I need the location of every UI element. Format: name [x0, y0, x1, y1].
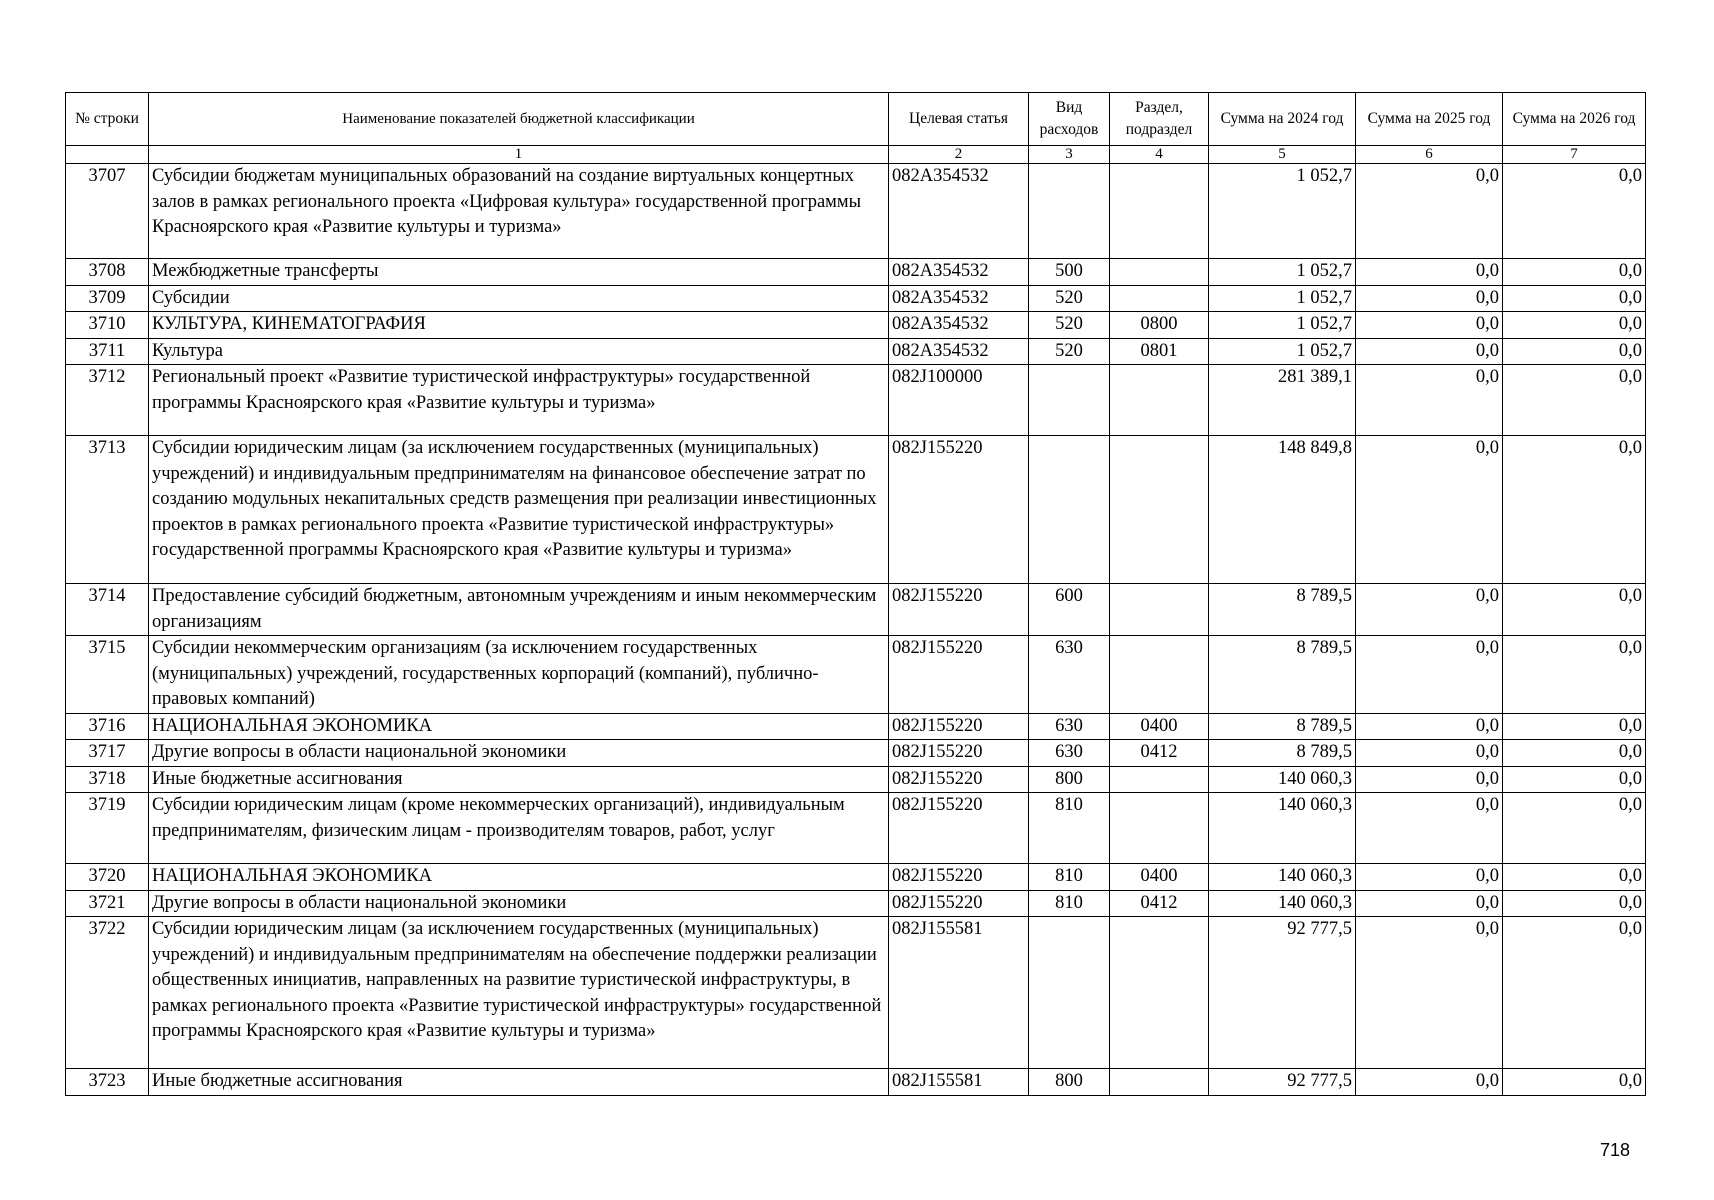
indicator-name: Иные бюджетные ассигнования: [149, 766, 889, 793]
row-number: 3718: [66, 766, 149, 793]
sum-2024: 8 789,5: [1209, 584, 1356, 636]
indicator-name: Субсидии юридическим лицам (за исключением государственных (муниципальных) учреждений) и индивидуальным предпринимателям на обеспечение поддержки реализации общественных инициатив, направленных на развитие туристической инфраструктуры, в рамках регионального проекта «Развитие туристической инфраструктуры» государственной программы Красноярского края «Развитие культуры и туризма»: [149, 917, 889, 1069]
row-number: 3717: [66, 740, 149, 767]
sum-2026: 0,0: [1503, 713, 1646, 740]
sum-2024: 1 052,7: [1209, 285, 1356, 312]
sum-2026: 0,0: [1503, 436, 1646, 584]
section-code: [1110, 164, 1209, 259]
expense-type: 810: [1029, 864, 1110, 891]
indicator-name: Предоставление субсидий бюджетным, автономным учреждениям и иным некоммерческим организациям: [149, 584, 889, 636]
table-row: [66, 164, 1646, 259]
sum-2024: 1 052,7: [1209, 312, 1356, 339]
sum-2025: 0,0: [1356, 436, 1503, 584]
sum-2024: 140 060,3: [1209, 766, 1356, 793]
page-number: 718: [1600, 1140, 1631, 1160]
section-code: [1110, 1069, 1209, 1096]
column-number: 4: [1110, 146, 1209, 164]
expense-type: 500: [1029, 259, 1110, 286]
sum-2024: 1 052,7: [1209, 338, 1356, 365]
sum-2025: 0,0: [1356, 164, 1503, 259]
target-article: 082A354532: [889, 338, 1029, 365]
sum-2025: 0,0: [1356, 740, 1503, 767]
target-article: 082J155220: [889, 890, 1029, 917]
sum-2024: 92 777,5: [1209, 917, 1356, 1069]
sum-2025: 0,0: [1356, 338, 1503, 365]
table-row: [66, 890, 1646, 917]
indicator-name: Субсидии юридическим лицам (кроме некоммерческих организаций), индивидуальным предпринимателям, физическим лицам - производителям товаров, работ, услуг: [149, 793, 889, 864]
section-code: [1110, 285, 1209, 312]
sum-2026: 0,0: [1503, 793, 1646, 864]
indicator-name: Субсидии юридическим лицам (за исключением государственных (муниципальных) учреждений) и индивидуальным предпринимателям на финансовое обеспечение затрат по созданию модульных некапитальных средств размещения при реализации инвестиционных проектов в рамках регионального проекта «Развитие туристической инфраструктуры» государственной программы Красноярского края «Развитие культуры и туризма»: [149, 436, 889, 584]
target-article: 082A354532: [889, 259, 1029, 286]
expense-type: 810: [1029, 793, 1110, 864]
indicator-name: Другие вопросы в области национальной экономики: [149, 890, 889, 917]
table-row: [66, 713, 1646, 740]
expense-type: 630: [1029, 740, 1110, 767]
target-article: 082A354532: [889, 285, 1029, 312]
indicator-name: НАЦИОНАЛЬНАЯ ЭКОНОМИКА: [149, 864, 889, 891]
header-sum-2025: Сумма на 2025 год: [1356, 93, 1503, 146]
row-number: 3714: [66, 584, 149, 636]
sum-2025: 0,0: [1356, 917, 1503, 1069]
row-number: 3711: [66, 338, 149, 365]
indicator-name: НАЦИОНАЛЬНАЯ ЭКОНОМИКА: [149, 713, 889, 740]
table-row: [66, 365, 1646, 436]
indicator-name: Субсидии бюджетам муниципальных образований на создание виртуальных концертных залов в рамках регионального проекта «Цифровая культура» государственной программы Красноярского края «Развитие культуры и туризма»: [149, 164, 889, 259]
section-code: 0412: [1110, 890, 1209, 917]
table-row: [66, 285, 1646, 312]
column-number: 2: [889, 146, 1029, 164]
sum-2024: 1 052,7: [1209, 259, 1356, 286]
expense-type: 630: [1029, 713, 1110, 740]
target-article: 082J155220: [889, 766, 1029, 793]
expense-type: 600: [1029, 584, 1110, 636]
table-row: [66, 259, 1646, 286]
header-sum-2026: Сумма на 2026 год: [1503, 93, 1646, 146]
sum-2024: 140 060,3: [1209, 864, 1356, 891]
sum-2024: 8 789,5: [1209, 636, 1356, 714]
section-code: 0801: [1110, 338, 1209, 365]
table-row: [66, 312, 1646, 339]
indicator-name: Межбюджетные трансферты: [149, 259, 889, 286]
sum-2026: 0,0: [1503, 164, 1646, 259]
target-article: 082A354532: [889, 312, 1029, 339]
sum-2025: 0,0: [1356, 636, 1503, 714]
row-number: 3716: [66, 713, 149, 740]
sum-2024: 1 052,7: [1209, 164, 1356, 259]
sum-2026: 0,0: [1503, 636, 1646, 714]
column-number: 7: [1503, 146, 1646, 164]
column-number: 5: [1209, 146, 1356, 164]
section-code: 0400: [1110, 713, 1209, 740]
sum-2025: 0,0: [1356, 713, 1503, 740]
row-number: 3720: [66, 864, 149, 891]
sum-2025: 0,0: [1356, 766, 1503, 793]
header-row-number: № строки: [66, 93, 149, 146]
sum-2025: 0,0: [1356, 584, 1503, 636]
expense-type: 800: [1029, 1069, 1110, 1096]
header-sum-2024: Сумма на 2024 год: [1209, 93, 1356, 146]
expense-type: 630: [1029, 636, 1110, 714]
column-number-row: [66, 146, 1646, 164]
sum-2026: 0,0: [1503, 917, 1646, 1069]
sum-2025: 0,0: [1356, 285, 1503, 312]
section-code: [1110, 636, 1209, 714]
row-number: 3710: [66, 312, 149, 339]
expense-type: 520: [1029, 312, 1110, 339]
target-article: 082J155220: [889, 584, 1029, 636]
indicator-name: Субсидии некоммерческим организациям (за исключением государственных (муниципальных) учреждений, государственных корпораций (компаний), публично-правовых компаний): [149, 636, 889, 714]
sum-2026: 0,0: [1503, 338, 1646, 365]
expense-type: [1029, 365, 1110, 436]
target-article: 082J155220: [889, 793, 1029, 864]
budget-table: [65, 92, 1646, 1096]
sum-2024: 8 789,5: [1209, 713, 1356, 740]
table-row: [66, 436, 1646, 584]
column-number-blank: [66, 146, 149, 164]
table-row: [66, 917, 1646, 1069]
column-number: 6: [1356, 146, 1503, 164]
section-code: [1110, 259, 1209, 286]
row-number: 3722: [66, 917, 149, 1069]
sum-2025: 0,0: [1356, 365, 1503, 436]
sum-2025: 0,0: [1356, 864, 1503, 891]
sum-2024: 281 389,1: [1209, 365, 1356, 436]
expense-type: [1029, 436, 1110, 584]
section-code: [1110, 365, 1209, 436]
sum-2025: 0,0: [1356, 312, 1503, 339]
sum-2024: 148 849,8: [1209, 436, 1356, 584]
header-row: [66, 93, 1646, 146]
expense-type: 800: [1029, 766, 1110, 793]
target-article: 082A354532: [889, 164, 1029, 259]
target-article: 082J155220: [889, 713, 1029, 740]
sum-2026: 0,0: [1503, 259, 1646, 286]
row-number: 3719: [66, 793, 149, 864]
section-code: [1110, 766, 1209, 793]
indicator-name: Субсидии: [149, 285, 889, 312]
target-article: 082J155581: [889, 917, 1029, 1069]
table-row: [66, 636, 1646, 714]
sum-2026: 0,0: [1503, 864, 1646, 891]
header-target-article: Целевая статья: [889, 93, 1029, 146]
row-number: 3707: [66, 164, 149, 259]
indicator-name: Региональный проект «Развитие туристической инфраструктуры» государственной программы Красноярского края «Развитие культуры и туризма»: [149, 365, 889, 436]
table-row: [66, 584, 1646, 636]
sum-2025: 0,0: [1356, 1069, 1503, 1096]
table-row: [66, 338, 1646, 365]
sum-2026: 0,0: [1503, 1069, 1646, 1096]
section-code: 0800: [1110, 312, 1209, 339]
sum-2026: 0,0: [1503, 766, 1646, 793]
indicator-name: КУЛЬТУРА, КИНЕМАТОГРАФИЯ: [149, 312, 889, 339]
sum-2025: 0,0: [1356, 890, 1503, 917]
target-article: 082J100000: [889, 365, 1029, 436]
sum-2024: 8 789,5: [1209, 740, 1356, 767]
target-article: 082J155220: [889, 740, 1029, 767]
table-row: [66, 740, 1646, 767]
target-article: 082J155220: [889, 436, 1029, 584]
table-row: [66, 1069, 1646, 1096]
sum-2025: 0,0: [1356, 793, 1503, 864]
indicator-name: Иные бюджетные ассигнования: [149, 1069, 889, 1096]
sum-2025: 0,0: [1356, 259, 1503, 286]
sum-2024: 140 060,3: [1209, 793, 1356, 864]
row-number: 3723: [66, 1069, 149, 1096]
row-number: 3713: [66, 436, 149, 584]
target-article: 082J155220: [889, 636, 1029, 714]
sum-2026: 0,0: [1503, 740, 1646, 767]
section-code: [1110, 793, 1209, 864]
expense-type: 520: [1029, 285, 1110, 312]
indicator-name: Другие вопросы в области национальной экономики: [149, 740, 889, 767]
sum-2024: 140 060,3: [1209, 890, 1356, 917]
row-number: 3715: [66, 636, 149, 714]
expense-type: [1029, 164, 1110, 259]
sum-2026: 0,0: [1503, 365, 1646, 436]
table-row: [66, 793, 1646, 864]
target-article: 082J155220: [889, 864, 1029, 891]
target-article: 082J155581: [889, 1069, 1029, 1096]
row-number: 3708: [66, 259, 149, 286]
section-code: [1110, 917, 1209, 1069]
header-expense-type: Вид расходов: [1029, 93, 1110, 146]
row-number: 3712: [66, 365, 149, 436]
section-code: [1110, 436, 1209, 584]
sum-2026: 0,0: [1503, 584, 1646, 636]
expense-type: 810: [1029, 890, 1110, 917]
sum-2026: 0,0: [1503, 285, 1646, 312]
column-number: 3: [1029, 146, 1110, 164]
header-section: Раздел, подраздел: [1110, 93, 1209, 146]
header-indicator-name: Наименование показателей бюджетной классификации: [149, 93, 889, 146]
section-code: [1110, 584, 1209, 636]
expense-type: [1029, 917, 1110, 1069]
row-number: 3721: [66, 890, 149, 917]
table-row: [66, 864, 1646, 891]
section-code: 0400: [1110, 864, 1209, 891]
sum-2026: 0,0: [1503, 312, 1646, 339]
sum-2026: 0,0: [1503, 890, 1646, 917]
sum-2024: 92 777,5: [1209, 1069, 1356, 1096]
table-row: [66, 766, 1646, 793]
indicator-name: Культура: [149, 338, 889, 365]
row-number: 3709: [66, 285, 149, 312]
column-number: 1: [149, 146, 889, 164]
section-code: 0412: [1110, 740, 1209, 767]
expense-type: 520: [1029, 338, 1110, 365]
